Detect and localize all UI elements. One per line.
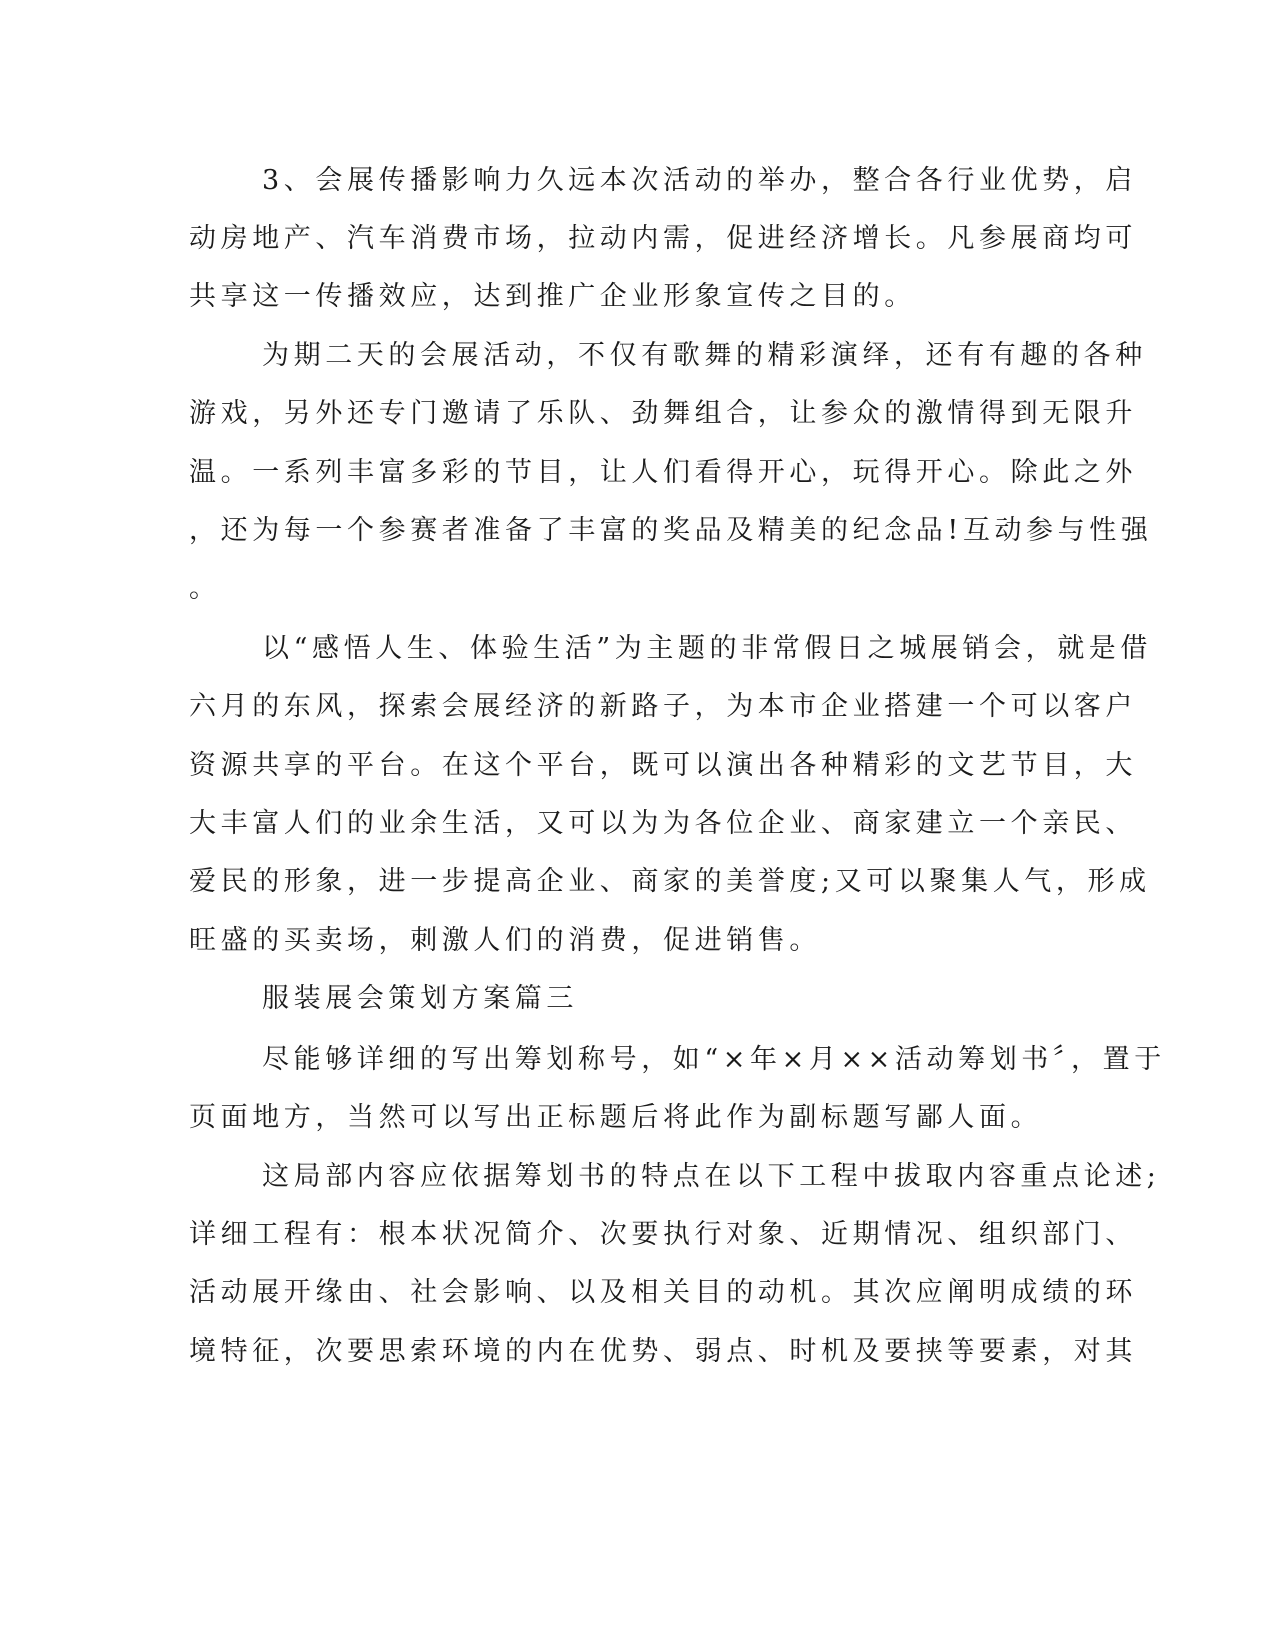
paragraph-line: ，还为每一个参赛者准备了丰富的奖品及精美的纪念品!互动参与性强 [189,515,1153,546]
paragraph-line: 活动展开缘由、社会影响、以及相关目的动机。其次应阐明成绩的环 [189,1277,1137,1308]
paragraph-line: 温。一系列丰富多彩的节目，让人们看得开心，玩得开心。除此之外 [189,457,1137,488]
paragraph-line: 游戏，另外还专门邀请了乐队、劲舞组合，让参众的激情得到无限升 [189,398,1137,429]
paragraph-line: 这局部内容应依据筹划书的特点在以下工程中拔取内容重点论述; [262,1161,1161,1192]
paragraph-line: 详细工程有：根本状况简介、次要执行对象、近期情况、组织部门、 [189,1219,1137,1250]
paragraph-line: 旺盛的买卖场，刺激人们的消费，促进销售。 [189,925,821,956]
paragraph-line: 尽能够详细的写出筹划称号，如“×年×月××活动筹划书〞，置于 [262,1044,1166,1075]
paragraph-line: 爱民的形象，进一步提高企业、商家的美誉度;又可以聚集人气，形成 [189,866,1151,897]
paragraph-line: 动房地产、汽车消费市场，拉动内需，促进经济增长。凡参展商均可 [189,223,1137,254]
paragraph-line: 共享这一传播效应，达到推广企业形象宣传之目的。 [189,281,916,312]
paragraph-line: 境特征，次要思索环境的内在优势、弱点、时机及要挟等要素，对其 [189,1336,1137,1367]
paragraph-line: 大丰富人们的业余生活，又可以为为各位企业、商家建立一个亲民、 [189,808,1137,839]
paragraph-line: 以“感悟人生、体验生活”为主题的非常假日之城展销会，就是借 [262,633,1153,664]
paragraph-line: 。 [189,573,221,604]
paragraph-line: 3、会展传播影响力久远本次活动的举办，整合各行业优势，启 [262,165,1137,196]
section-heading: 服装展会策划方案篇三 [262,983,578,1014]
paragraph-line: 六月的东风，探索会展经济的新路子，为本市企业搭建一个可以客户 [189,691,1137,722]
paragraph-line: 为期二天的会展活动，不仅有歌舞的精彩演绎，还有有趣的各种 [262,340,1147,371]
paragraph-line: 页面地方，当然可以写出正标题后将此作为副标题写鄙人面。 [189,1102,1043,1133]
paragraph-line: 资源共享的平台。在这个平台，既可以演出各种精彩的文艺节目，大 [189,750,1137,781]
